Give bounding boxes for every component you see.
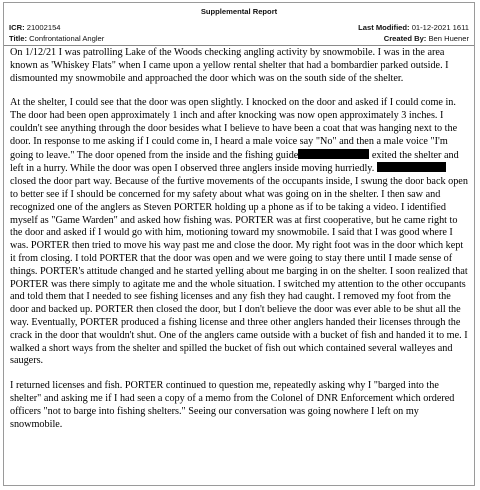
redaction-bar (298, 149, 369, 159)
created-by-label: Created By: (383, 34, 427, 43)
supplemental-report (3, 2, 475, 486)
icr-label: ICR: (9, 23, 25, 32)
title-label: Title: (9, 34, 28, 43)
narrative-paragraph-2-part-b: exited the shelter and left in a hurry. While the door was open I observed three anglers inside moving hurriedly. (10, 149, 459, 175)
icr-value: 21002154 (26, 23, 61, 32)
created-by-field (384, 33, 469, 44)
redaction-bar (377, 162, 446, 172)
report-title: Supplemental Report (200, 7, 278, 16)
title-row (4, 33, 474, 44)
narrative-paragraph-2-part-a: At the shelter, I could see that the door was open slightly. I knocked on the door and asked if I could come in. The door had been open approximately 1 inch and after knocking was now open approximately 3 inches. I couldn't see anything through the door besides what I believe to have been a coat that was hanging next to the door. In response to me asking if I could come in, I heard a male voice say "No" and then a male voice "I'm going to leave." The door opened from the inside and the fishing guide (10, 97, 458, 161)
last-modified-value: 01-12-2021 1611 (411, 23, 469, 32)
icr-field (9, 22, 61, 33)
narrative-paragraph-3: I returned licenses and fish. PORTER continued to question me, repeatedly asking why I "barged into the shelter" and asking me if I had seen a copy of a memo from the Colonel of DNR Enforcement which ordered officers "not to barge into fishing shelters." Seeing our conversation was going nowhere I left on my snowmobile. (10, 380, 455, 430)
title-field (9, 33, 104, 44)
narrative-paragraph-2-part-c: closed the door part way. Because of the furtive movements of the occupants inside, I swung the door back open to better see if I should be concerned for my safety about what was going on in the shelter. I then saw and recognized one of the anglers as Steven PORTER holding up a phone as if to be taking a video. I identified myself as "Game Warden" and asked how fishing was. PORTER was at first cooperative, but he came right to the door and asked if I would go with him, motioning toward my snowmobile. I said that I was good where I was. PORTER then tried to move his way past me and close the door. My right foot was in the door which kept it from closing. I told PORTER that the door was open and we were going to stay there until I made sense of things. PORTER's attitude changed and he started yelling about me barging in on the shelter. I soon realized that PORTER was there simply to agitate me and the whole situation. I switched my attention to the other occupants and told them that I needed to see fishing licenses and any fish they had caught. I removed my foot from the door and backed up. PORTER then closed the door, but I don't believe the door was ever able to be shut all the way. Eventually, PORTER produced a fishing license and three other anglers handed their licenses through the crack in the door that wouldn't shut. One of the anglers came outside with a bucket of fish and handed it to me. I walked a short ways from the shelter and spilled the bucket of fish out which contained several walleyes and saugers. (10, 176, 468, 367)
report-narrative (4, 46, 474, 431)
created-by-value: Ben Huener (428, 34, 469, 43)
icr-row (4, 22, 474, 33)
narrative-paragraph-1: On 1/12/21 I was patrolling Lake of the Woods checking angling activity by snowmobile. I was in the area known as 'Whiskey Flats" when I came upon a yellow rental shelter that had a bombardier parked outside. I dismounted my snowmobile and approached the door which was on the south side of the shelter. (10, 47, 449, 84)
title-value: Confrontational Angler (29, 34, 105, 43)
last-modified-label: Last Modified: (358, 23, 410, 32)
narrative-paragraph-2 (10, 97, 468, 368)
last-modified-field (358, 22, 469, 33)
